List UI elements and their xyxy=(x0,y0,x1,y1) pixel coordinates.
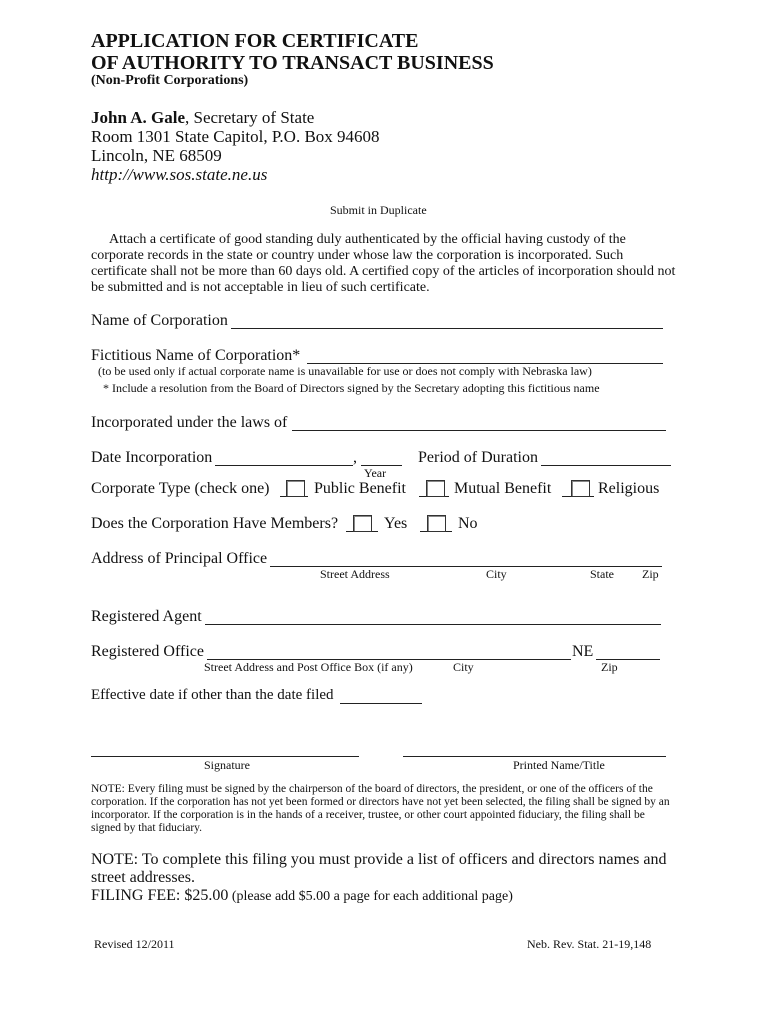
year-caption: Year xyxy=(364,466,387,480)
members-yes-checkbox[interactable] xyxy=(353,515,372,532)
incorporated-under-field[interactable] xyxy=(292,430,666,431)
name-of-corporation-field[interactable] xyxy=(231,328,663,329)
city-caption: City xyxy=(486,567,507,581)
state-caption: State xyxy=(590,567,614,581)
reg-zip-caption: Zip xyxy=(601,660,618,674)
title-line-1: APPLICATION FOR CERTIFICATE xyxy=(91,30,419,52)
incorporated-under-label: Incorporated under the laws of xyxy=(91,414,288,431)
mutual-benefit-label: Mutual Benefit xyxy=(454,480,552,497)
have-members-label: Does the Corporation Have Members? xyxy=(91,515,339,532)
members-yes-label: Yes xyxy=(384,515,408,532)
office-name-rest: , Secretary of State xyxy=(185,108,315,127)
printed-name-caption: Printed Name/Title xyxy=(513,758,605,772)
religious-label: Religious xyxy=(598,480,660,497)
effective-date-field[interactable] xyxy=(340,703,422,704)
members-no-label: No xyxy=(458,515,478,532)
public-benefit-label: Public Benefit xyxy=(314,480,406,497)
office-address-1: Room 1301 State Capitol, P.O. Box 94608 xyxy=(91,127,380,146)
fictitious-name-label: Fictitious Name of Corporation* xyxy=(91,347,301,364)
members-no-checkbox[interactable] xyxy=(427,515,446,532)
date-comma: , xyxy=(353,449,357,466)
office-name-bold: John A. Gale xyxy=(91,108,185,127)
instructions-paragraph: Attach a certificate of good standing duly authenticated by the official having custody of the corporate records in the state or country under whose law the corporation is incorporated. Such certificate shall not be more than 60 days old. A certified copy of the articles of incorporation should not be submitted and is not acceptable in lieu of such certificate. xyxy=(91,232,676,295)
registered-office-state: NE xyxy=(572,643,594,660)
filing-fee-rest: (please add $5.00 a page for each additional page) xyxy=(228,889,513,904)
revised-date: Revised 12/2011 xyxy=(94,937,175,951)
fictitious-note-1: (to be used only if actual corporate name is unavailable for use or does not comply with Nebraska law) xyxy=(98,364,592,378)
filing-fee xyxy=(91,887,513,905)
signing-note: NOTE: Every filing must be signed by the chairperson of the board of directors, the president, or one of the officers of the corporation. If the corporation has not yet been formed or directors have not yet been selected, the filing shall be signed by an incorporator. If the corporation is in the hands of a receiver, trustee, or other court appointed fiduciary, the filing shall be signed by that fiduciary. xyxy=(91,783,670,834)
reg-city-caption: City xyxy=(453,660,474,674)
signature-caption: Signature xyxy=(204,758,250,772)
registered-office-label: Registered Office xyxy=(91,643,204,660)
printed-name-field[interactable] xyxy=(403,756,666,757)
effective-date-label: Effective date if other than the date filed xyxy=(91,687,334,703)
registered-agent-field[interactable] xyxy=(205,624,661,625)
address-principal-label: Address of Principal Office xyxy=(91,550,268,567)
street-address-caption: Street Address xyxy=(320,567,390,581)
complete-note: NOTE: To complete this filing you must provide a list of officers and directors names and street addresses. xyxy=(91,851,667,886)
zip-caption: Zip xyxy=(642,567,659,581)
signature-field[interactable] xyxy=(91,756,359,757)
subtitle: (Non-Profit Corporations) xyxy=(91,73,249,88)
office-url[interactable]: http://www.sos.state.ne.us xyxy=(91,165,268,184)
religious-checkbox[interactable] xyxy=(571,480,590,497)
date-incorporation-label: Date Incorporation xyxy=(91,449,213,466)
public-benefit-checkbox[interactable] xyxy=(286,480,305,497)
date-incorporation-field[interactable] xyxy=(215,465,353,466)
mutual-benefit-checkbox[interactable] xyxy=(426,480,445,497)
period-of-duration-field[interactable] xyxy=(541,465,671,466)
filing-fee-main: FILING FEE: $25.00 xyxy=(91,887,229,904)
submit-in-duplicate: Submit in Duplicate xyxy=(330,203,427,217)
registered-agent-label: Registered Agent xyxy=(91,608,202,625)
statute-reference: Neb. Rev. Stat. 21-19,148 xyxy=(527,937,652,951)
title-line-2: OF AUTHORITY TO TRANSACT BUSINESS xyxy=(91,52,494,74)
fictitious-note-2: * Include a resolution from the Board of Directors signed by the Secretary adopting this fictitious name xyxy=(103,381,600,395)
office-name xyxy=(91,108,314,127)
corporate-type-label: Corporate Type (check one) xyxy=(91,480,270,497)
name-of-corporation-label: Name of Corporation xyxy=(91,312,228,329)
reg-street-caption: Street Address and Post Office Box (if any) xyxy=(204,660,413,674)
office-address-2: Lincoln, NE 68509 xyxy=(91,146,222,165)
period-of-duration-label: Period of Duration xyxy=(418,449,538,466)
